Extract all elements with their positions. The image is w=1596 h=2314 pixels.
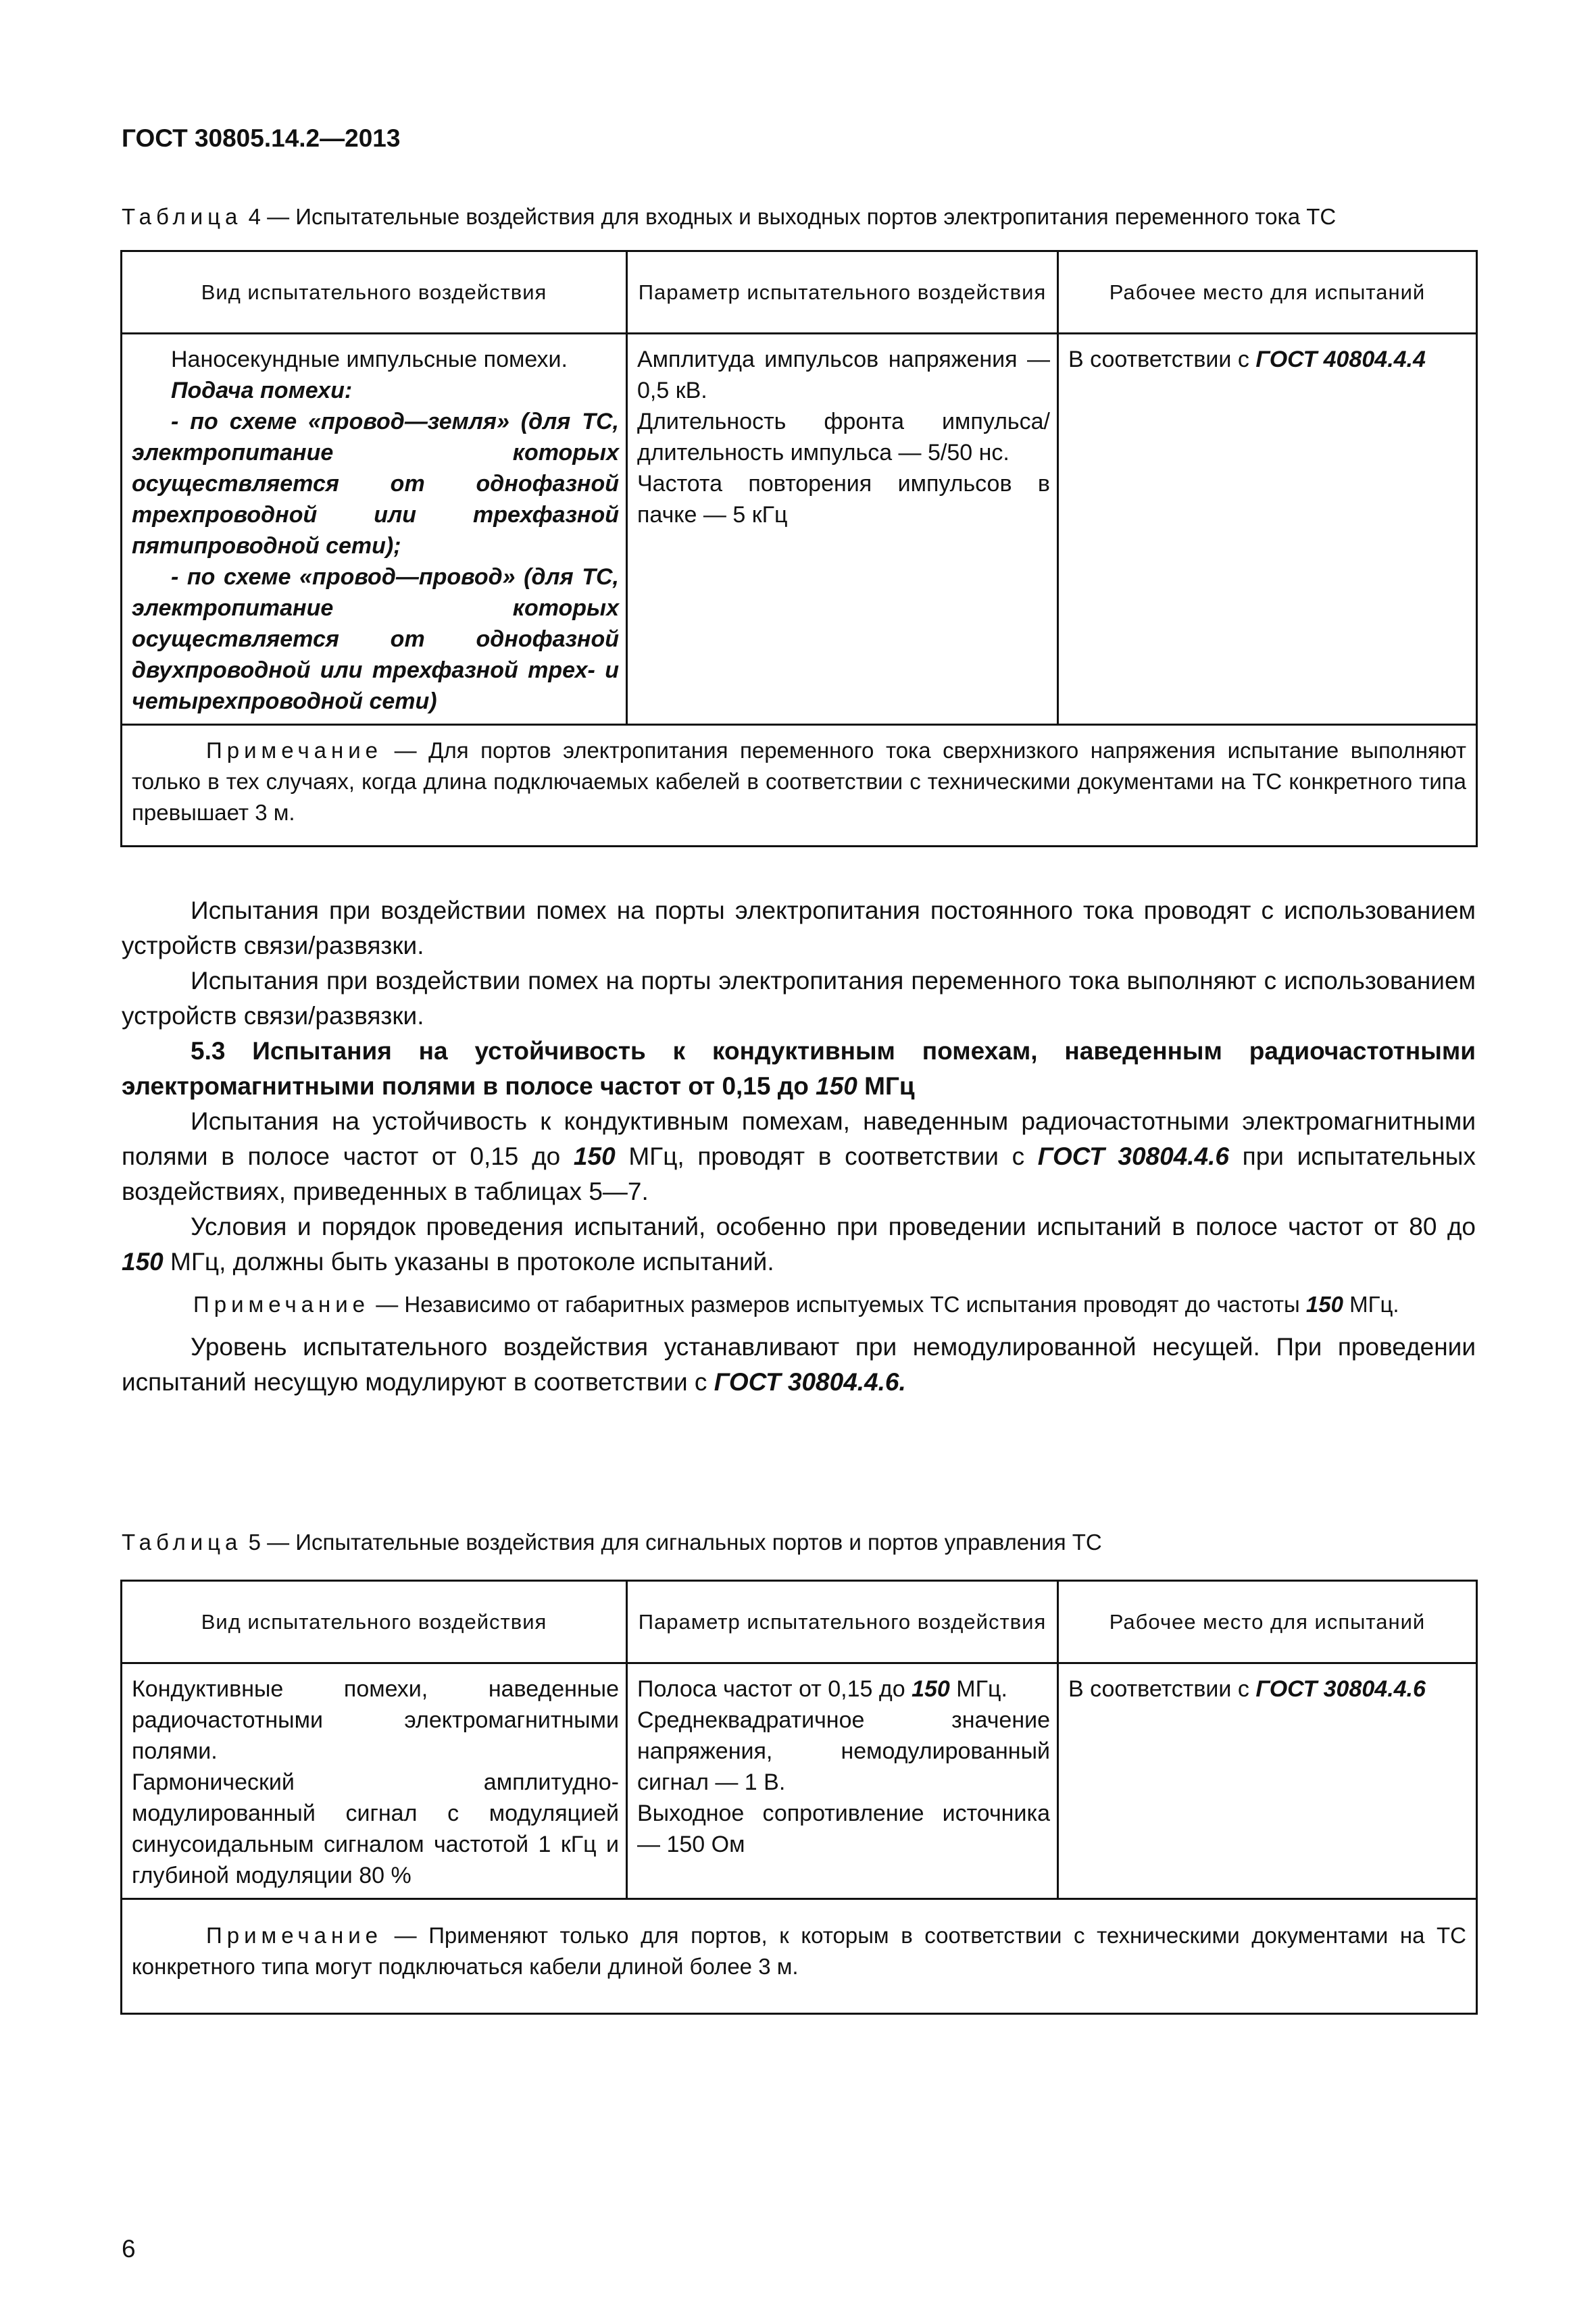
table5-header-col1: Вид испытательного воздействия: [122, 1581, 627, 1663]
p5-text-a: Уровень испытательного воздействия устанавливают при немодулированной несущей. При проведении испытаний несущую модулируют в соответствии с: [122, 1333, 1476, 1396]
table4: [120, 250, 1478, 847]
note-frequency-unit: МГц.: [1343, 1292, 1399, 1317]
table4-param-front: Длительность фронта импульса/длительность импульса — 5/50 нс.: [637, 409, 1050, 466]
p3-number: 150: [573, 1142, 616, 1170]
section-heading-unit: МГц: [857, 1072, 915, 1100]
table5-workplace-ref: ГОСТ 30804.4.6: [1255, 1676, 1426, 1702]
table4-impact-title: Наносекундные импульсные помехи.: [171, 347, 568, 372]
table5: [120, 1580, 1478, 2015]
paragraph-conducted-tests: [122, 1104, 1476, 1209]
table5-cell-parameter: [627, 1663, 1058, 1899]
paragraph-dc-ports: Испытания при воздействии помех на порты электропитания постоянного тока проводят с использованием устройств связи/развязки.: [122, 897, 1476, 959]
note-frequency-text: — Независимо от габаритных размеров испытуемых ТС испытания проводят до частоты: [376, 1292, 1306, 1317]
table4-note-text: — Для портов электропитания переменного тока сверхнизкого напряжения испытание выполняют только в тех случаях, когда длина подключаемых кабелей в соответствии с техническими документами на ТС конкретного типа превышает 3 м.: [132, 738, 1466, 825]
table5-param-impedance: Выходное сопротивление источника — 150 Ом: [637, 1801, 1050, 1857]
table5-param-band: [637, 1674, 1050, 1705]
table4-workplace-prefix: В соответствии с: [1068, 347, 1256, 372]
table4-note-label: Примечание: [206, 738, 383, 763]
p3-text-c: при испытательных воздействиях, приведенных в таблицах 5—7.: [122, 1142, 1476, 1205]
table5-caption: [122, 1528, 1102, 1557]
document-code: ГОСТ 30805.14.2—2013: [122, 124, 401, 152]
table4-cell-parameter: [627, 334, 1058, 725]
page-number: 6: [122, 2235, 136, 2263]
table5-note-label: Примечание: [206, 1923, 383, 1948]
paragraph-level: [122, 1330, 1476, 1400]
table5-caption-text: 5 — Испытательные воздействия для сигнальных портов и портов управления ТС: [248, 1530, 1102, 1555]
note-frequency-number: 150: [1305, 1292, 1343, 1317]
table4-header-col3: Рабочее место для испытаний: [1058, 251, 1477, 334]
table5-note-text: — Применяют только для портов, к которым в соответствии с техническими документами на ТС конкретного типа могут подключаться кабели длиной более 3 м.: [132, 1923, 1467, 1979]
paragraph-ac-ports: Испытания при воздействии помех на порты электропитания переменного тока выполняют с использованием устройств связи/развязки.: [122, 967, 1476, 1030]
p3-text-b: МГц, проводят в соответствии с: [615, 1142, 1038, 1170]
p4-text-b: МГц, должны быть указаны в протоколе испытаний.: [163, 1248, 774, 1276]
p3-standard-ref: ГОСТ 30804.4.6: [1037, 1142, 1229, 1170]
table4-cell-impact: [122, 334, 627, 725]
table5-impact-signal: Гармонический амплитудно-модулированный сигнал с модуляцией синусоидальным сигналом частотой 1 кГц и глубиной модуляции 80 %: [132, 1769, 619, 1888]
table4-workplace-ref: ГОСТ 40804.4.4: [1255, 347, 1426, 372]
table4-impact-feed: Подача помехи:: [171, 378, 353, 403]
section-heading-5-3: [122, 1034, 1476, 1104]
table4-caption-text: 4 — Испытательные воздействия для входных и выходных портов электропитания переменного тока ТС: [248, 204, 1337, 229]
section-heading-number: 150: [816, 1072, 857, 1100]
table4-caption: [122, 203, 1336, 231]
table5-caption-label: Таблица: [122, 1530, 243, 1555]
note-frequency: [122, 1289, 1476, 1320]
p4-text-a: Условия и порядок проведения испытаний, особенно при проведении испытаний в полосе частот от 80 до: [191, 1213, 1476, 1240]
table4-caption-label: Таблица: [122, 204, 243, 229]
body-section: [122, 893, 1476, 1400]
table5-band-unit: МГц.: [949, 1676, 1007, 1702]
table4-note: [122, 725, 1477, 847]
table5-impact-desc: Кондуктивные помехи, наведенные радиочастотными электромагнитными полями.: [132, 1676, 619, 1764]
note-frequency-label: Примечание: [193, 1292, 370, 1317]
p5-standard-ref: ГОСТ 30804.4.6.: [714, 1368, 906, 1396]
table4-param-frequency: Частота повторения импульсов в пачке — 5 кГц: [637, 471, 1050, 528]
table5-header-col2: Параметр испытательного воздействия: [627, 1581, 1058, 1663]
paragraph-conditions: [122, 1209, 1476, 1280]
p4-number: 150: [122, 1248, 164, 1276]
table5-workplace-prefix: В соответствии с: [1068, 1676, 1256, 1702]
table5-cell-impact: [122, 1663, 627, 1899]
table4-cell-workplace: [1058, 334, 1477, 725]
table4-param-amplitude: Амплитуда импульсов напряжения — 0,5 кВ.: [637, 347, 1050, 403]
table4-header-col1: Вид испытательного воздействия: [122, 251, 627, 334]
table4-impact-item1: - по схеме «провод—земля» (для ТС, электропитание которых осуществляется от однофазной трехпроводной или трехфазной пятипроводной сети);: [132, 409, 619, 559]
table4-impact-item2: - по схеме «провод—провод» (для ТС, электропитание которых осуществляется от однофазной двухпроводной или трехфазной трех- и четырехпроводной сети): [132, 564, 619, 714]
table5-note: [122, 1899, 1477, 2014]
table5-band-number: 150: [912, 1676, 950, 1702]
table5-band-text: Полоса частот от 0,15 до: [637, 1676, 912, 1702]
section-heading-text: 5.3 Испытания на устойчивость к кондуктивным помехам, наведенным радиочастотными электромагнитными полями в полосе частот от 0,15 до: [122, 1037, 1476, 1100]
table4-header-col2: Параметр испытательного воздействия: [627, 251, 1058, 334]
p3-text-a: Испытания на устойчивость к кондуктивным помехам, наведенным радиочастотными электромагнитными полями в полосе частот от 0,15 до: [122, 1107, 1476, 1170]
table5-param-rms: Среднеквадратичное значение напряжения, немодулированный сигнал — 1 В.: [637, 1707, 1050, 1795]
table5-header-col3: Рабочее место для испытаний: [1058, 1581, 1477, 1663]
table5-cell-workplace: [1058, 1663, 1477, 1899]
